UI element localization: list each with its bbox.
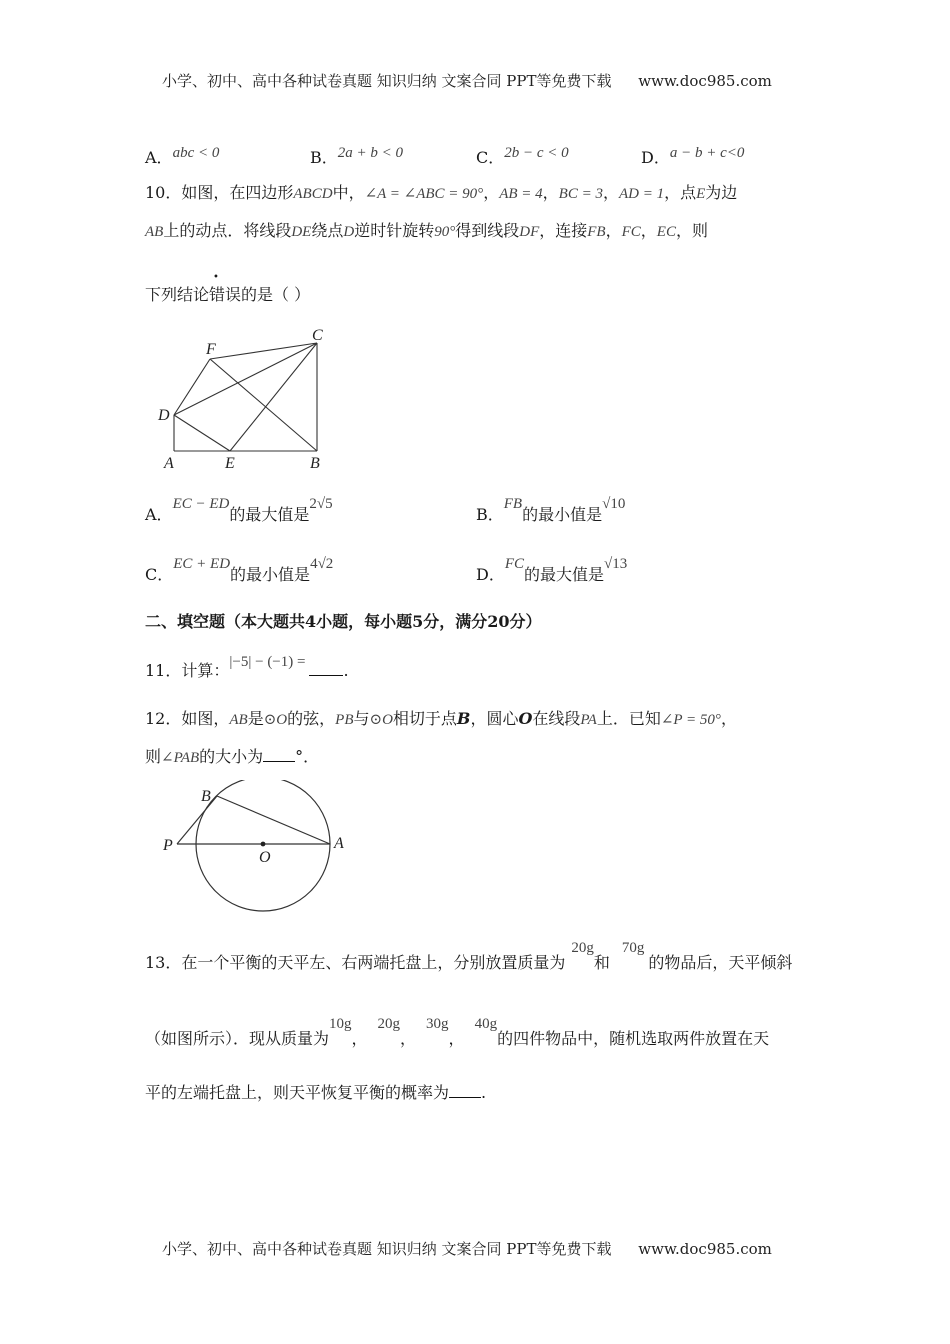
emphasis-text: 错误	[209, 285, 242, 304]
q12-line-2: 则∠PAB的大小为 °．	[145, 747, 320, 766]
q10-option-a: A．EC − ED的最大值是2√5	[145, 496, 333, 524]
segment-ec	[230, 343, 317, 451]
q10-figure	[150, 322, 340, 474]
page-header	[162, 70, 772, 91]
q10-line-3: 下列结论错误的是（ ）	[145, 285, 311, 304]
segment-pb	[177, 796, 217, 844]
label-a: A	[334, 835, 344, 852]
q13-line-2: （如图所示）．现从质量为10g，20g，30g，40g的四件物品中，随机选取两件放置在天	[145, 1016, 770, 1048]
label-o: O	[259, 849, 271, 866]
q12-figure	[155, 780, 355, 920]
label-d: D	[158, 407, 170, 424]
header-text: 小学、初中、高中各种试卷真题 知识归纳 文案合同 PPT等免费下载	[162, 72, 612, 90]
label-p: P	[163, 837, 173, 854]
footer-url: www.doc985.com	[638, 1240, 772, 1258]
q13-line-3: 平的左端托盘上，则天平恢复平衡的概率为 .	[145, 1083, 487, 1102]
q10-line-1: 10．如图，在四边形ABCD中，∠A = ∠ABC = 90°，AB = 4，BC = 3，AD = 1，点E为边	[145, 183, 738, 202]
segment-de	[174, 415, 230, 451]
footer-text: 小学、初中、高中各种试卷真题 知识归纳 文案合同 PPT等免费下载	[162, 1240, 612, 1258]
header-url: www.doc985.com	[638, 72, 772, 90]
q11: 11．计算：|−5| − (−1) = .	[145, 654, 349, 680]
center-point	[261, 842, 266, 847]
section-title: 二、填空题（本大题共4小题，每小题5分，满分20分）	[145, 612, 542, 631]
q10-option-b: B．FB的最小值是√10	[476, 496, 626, 524]
answer-blank[interactable]	[449, 1083, 481, 1098]
answer-blank[interactable]	[263, 747, 295, 762]
label-b: B	[201, 788, 211, 805]
answer-blank[interactable]	[309, 661, 343, 676]
label-c: C	[312, 327, 323, 344]
label-f: F	[206, 341, 216, 358]
q10-line-2: AB上的动点．将线段DE绕点D逆时针旋转90°得到线段DF，连接FB，FC，EC，则	[145, 221, 708, 240]
q9-option-d: D．a − b + c<0	[641, 145, 745, 167]
q12-line-1: 12．如图，AB是⊙O的弦，PB与⊙O相切于点B，圆心O在线段PA上．已知∠P = 50°，	[145, 709, 737, 728]
q9-option-a: A．abc < 0	[145, 145, 220, 167]
label-e: E	[225, 455, 235, 472]
q9-option-c: C．2b − c < 0	[476, 145, 569, 167]
q9-option-b: B．2a + b < 0	[310, 145, 404, 167]
segment-df	[174, 359, 210, 415]
label-b: B	[310, 455, 320, 472]
q10-option-d: D．FC的最大值是√13	[476, 556, 628, 584]
segment-ba	[217, 796, 330, 844]
q10-option-c: C．EC + ED的最小值是4√2	[145, 556, 334, 584]
page-footer	[162, 1238, 772, 1259]
q13-line-1: 13．在一个平衡的天平左、右两端托盘上，分别放置质量为20g和70g的物品后，天平倾斜	[145, 940, 793, 972]
label-a: A	[164, 455, 174, 472]
segment-fb	[210, 359, 317, 451]
